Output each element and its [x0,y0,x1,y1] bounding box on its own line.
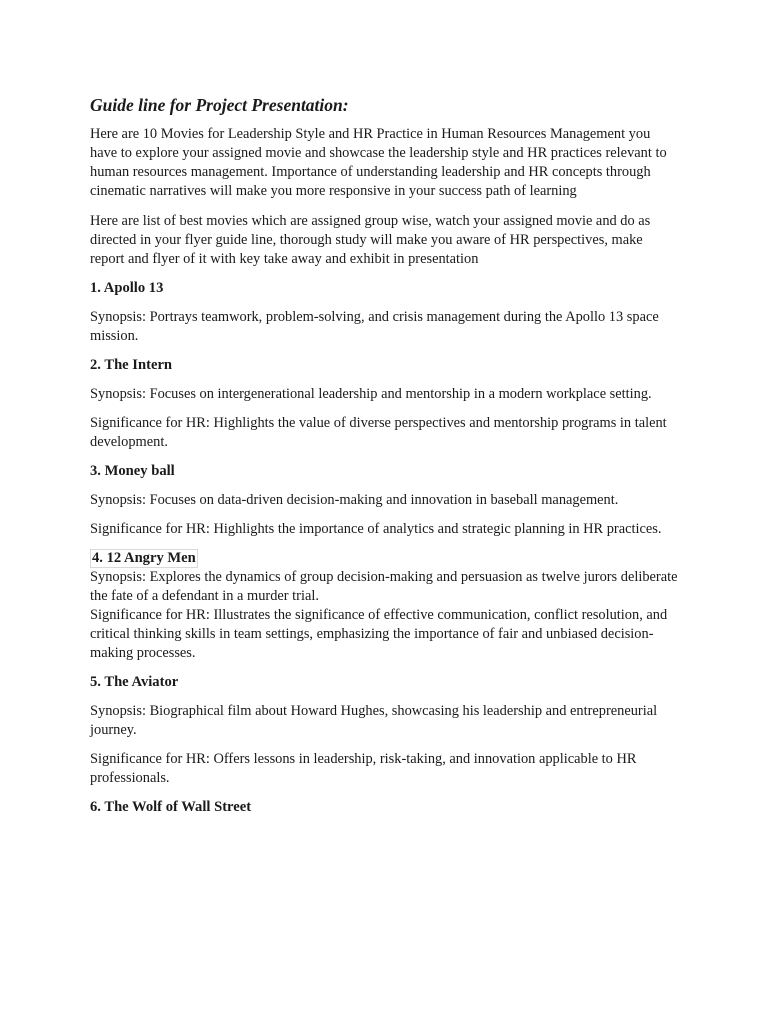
movie-synopsis: Synopsis: Focuses on data-driven decision-making and innovation in baseball management. [90,492,619,508]
movie-heading: 6. The Wolf of Wall Street [90,799,252,815]
intro-paragraph-2: Here are list of best movies which are assigned group wise, watch your assigned movie and do as directed in your flyer guide line, thorough study will make you aware of HR perspectives, make report and flyer of it with key take away and exhibit in presentation [90,213,651,267]
movie-section-1 [90,279,678,346]
movie-section-2 [90,356,678,452]
movie-synopsis: Synopsis: Explores the dynamics of group decision-making and persuasion as twelve jurors deliberate the fate of a defendant in a murder trial. [90,569,678,604]
document-page [90,94,678,827]
movie-section-5 [90,673,678,788]
movie-significance: Significance for HR: Highlights the importance of analytics and strategic planning in HR practices. [90,521,662,537]
movie-heading: 2. The Intern [90,357,173,373]
movie-section-4 [90,549,678,663]
document-title: Guide line for Project Presentation: [90,95,349,115]
movie-synopsis: Synopsis: Biographical film about Howard Hughes, showcasing his leadership and entrepreneurial journey. [90,703,658,738]
movie-synopsis: Synopsis: Focuses on intergenerational leadership and mentorship in a modern workplace setting. [90,386,652,402]
movie-section-3 [90,462,678,539]
movie-heading: 5. The Aviator [90,674,179,690]
movie-section-6 [90,798,678,817]
movie-significance: Significance for HR: Illustrates the significance of effective communication, conflict resolution, and critical thinking skills in team settings, emphasizing the importance of fair and unbiased decision-making processes. [90,607,668,661]
movie-heading: 4. 12 Angry Men [92,550,196,566]
movie-significance: Significance for HR: Offers lessons in leadership, risk-taking, and innovation applicable to HR professionals. [90,751,637,786]
movie-synopsis: Synopsis: Portrays teamwork, problem-solving, and crisis management during the Apollo 13 space mission. [90,309,659,344]
movie-heading: 3. Money ball [90,463,175,479]
movie-heading: 1. Apollo 13 [90,280,164,296]
intro-paragraph-1: Here are 10 Movies for Leadership Style and HR Practice in Human Resources Management you have to explore your assigned movie and showcase the leadership style and HR practices relevant to human resources management. Importance of understanding leadership and HR concepts through cinematic narratives will make you more responsive in your success path of learning [90,126,667,199]
movie-significance: Significance for HR: Highlights the value of diverse perspectives and mentorship programs in talent development. [90,415,667,450]
